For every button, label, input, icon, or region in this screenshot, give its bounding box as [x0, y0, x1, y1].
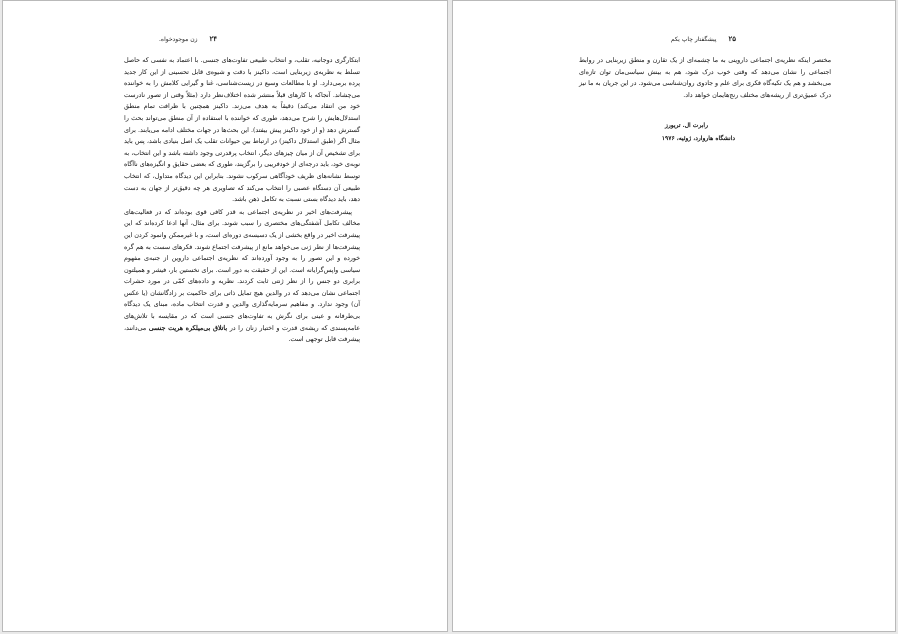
signature-name: رابرت ال. تریورز	[664, 122, 708, 129]
page-number: ۲۴	[209, 34, 217, 43]
right-page	[452, 0, 896, 632]
paragraph	[124, 207, 360, 346]
running-title: زن موجودخواه.	[159, 36, 198, 43]
paragraph-tail: می‌دانند، پیشرفت قابل توجهی است.	[124, 324, 360, 344]
paragraph-text: پیشرفت‌های اخیر در نظریه‌ی اجتماعی به قدر کافی قوی بوده‌اند که در فعالیت‌های مخالف تکامل آشفتگی‌های مختصری را سبب شوند. برای مثال، آنها ادعا کرده‌اند که این پیشرفت اخیر در واقع بخشی از یک دسیسه‌ی دوره‌ای است، و با غیرممکن وانمود کردن این پیشرفت‌ها از نظر ژنی می‌خواهد مانع از پیشرفت اجتماع شوند. فکرهای سست به هم گره خورده و این تصور را به وجود آورده‌اند که نظریه‌ی اجتماعی داروین از جنبه‌ی مفهوم سیاسی واپس‌گرایانه است. این از حقیقت به دور است. برای نخستین بار، فیشر و همیلتون برابری دو جنس را از نظر ژنتی ثابت کردند. نظریه و داده‌های کمّی در مورد حشرات اجتماعی نشان می‌دهد که در والدین هیچ تمایل ذاتی برای حاکمیت بر زادگانشان (یا عکس آن) وجود ندارد. و مفاهیم سرمایه‌گذاری والدین و قدرت انتخاب ماده، مبنای یک دیدگاه بی‌طرفانه و عینی برای نگرش به تفاوت‌های جنسی است که در مقایسه با تلاش‌های عامه‌پسندی که ریشه‌ی قدرت و اختیار زنان را در	[124, 208, 360, 332]
paragraph: ابتکارگری دوجانبه، تقلب، و انتخاب طبیعی تفاوت‌های جنسی. با اعتماد به نفسی که حاصل تسلط به نظریه‌ی زیربنایی است، داکینز با دقت و شیوه‌ی قابل تحسینی از این کار جدید پرده برمی‌دارد. او با مطالعات وسیع در زیست‌شناسی، غنا و گیرایی کلامش را به خواننده می‌چشاند. آنجاکه با کارهای قبلاً منتشر شده اختلاف‌نظر دارد (مثلاً وقتی از تصور نادرست خود من انتقاد می‌کند) دقیقاً به هدف می‌زند. داکینز همچنین با ظرافت تمام منطق استدلال‌هایش را شرح می‌دهد، طوری که خواننده با استفاده از آن منطق می‌تواند بحث را گسترش دهد (و از خود داکینز پیش بیفتد). این بحث‌ها در جهات مختلف ادامه می‌یابند. برای مثال اگر (طبق استدلال داکینز) در ارتباط بین حیوانات تقلب یک اصل بنیادی باشد، پس باید برای تشخیص آن از میان چیزهای دیگر، انتخاب پرقدرتی وجود داشته باشد و این انتخاب، به نوبه‌ی خود، باید درجه‌ای از خودفریبی را برگزیند، طوری که بعضی حقایق و انگیزه‌های ناآگاه توسط نشانه‌های ظریف خودآگاهی سرکوب نشوند. بنابراین این دیدگاه متداول، که انتخاب طبیعی آن دستگاه عصبی را انتخاب می‌کند که تصاویری هر چه دقیق‌تر از جهان به دست دهد، باید دیدگاه بستی نسبت به تکامل ذهن باشد.	[124, 57, 360, 204]
page-number: ۲۵	[728, 34, 736, 43]
right-page-header	[671, 34, 736, 43]
paragraph: مختصر اینکه نظریه‌ی اجتماعی داروینی به ما چشمه‌ای از یک تقارن و منطق زیربنایی در روابط اجتماعی را نشان می‌دهد که وقتی خوب درک شود، هم به بینش سیاسی‌مان توان تازه‌ای می‌بخشد و هم یک تکیه‌گاه فکری برای علم و جادوی روان‌شناسی می‌شود. در این جریان به ما نیز درک عمیق‌تری از ریشه‌های مختلف رنج‌هایمان خواهد داد.	[579, 57, 831, 99]
left-page-header	[159, 34, 217, 43]
signature-affiliation: دانشگاه هاروارد، ژوئیه، ۱۹۷۶	[661, 135, 735, 142]
emphasis-text: باتلاق بی‌میلکره هریت جنسی	[148, 324, 228, 332]
left-page	[2, 0, 448, 632]
right-page-body	[579, 55, 831, 101]
left-page-body	[124, 55, 360, 346]
running-title: پیشگفتار چاپ یکم	[670, 36, 717, 43]
